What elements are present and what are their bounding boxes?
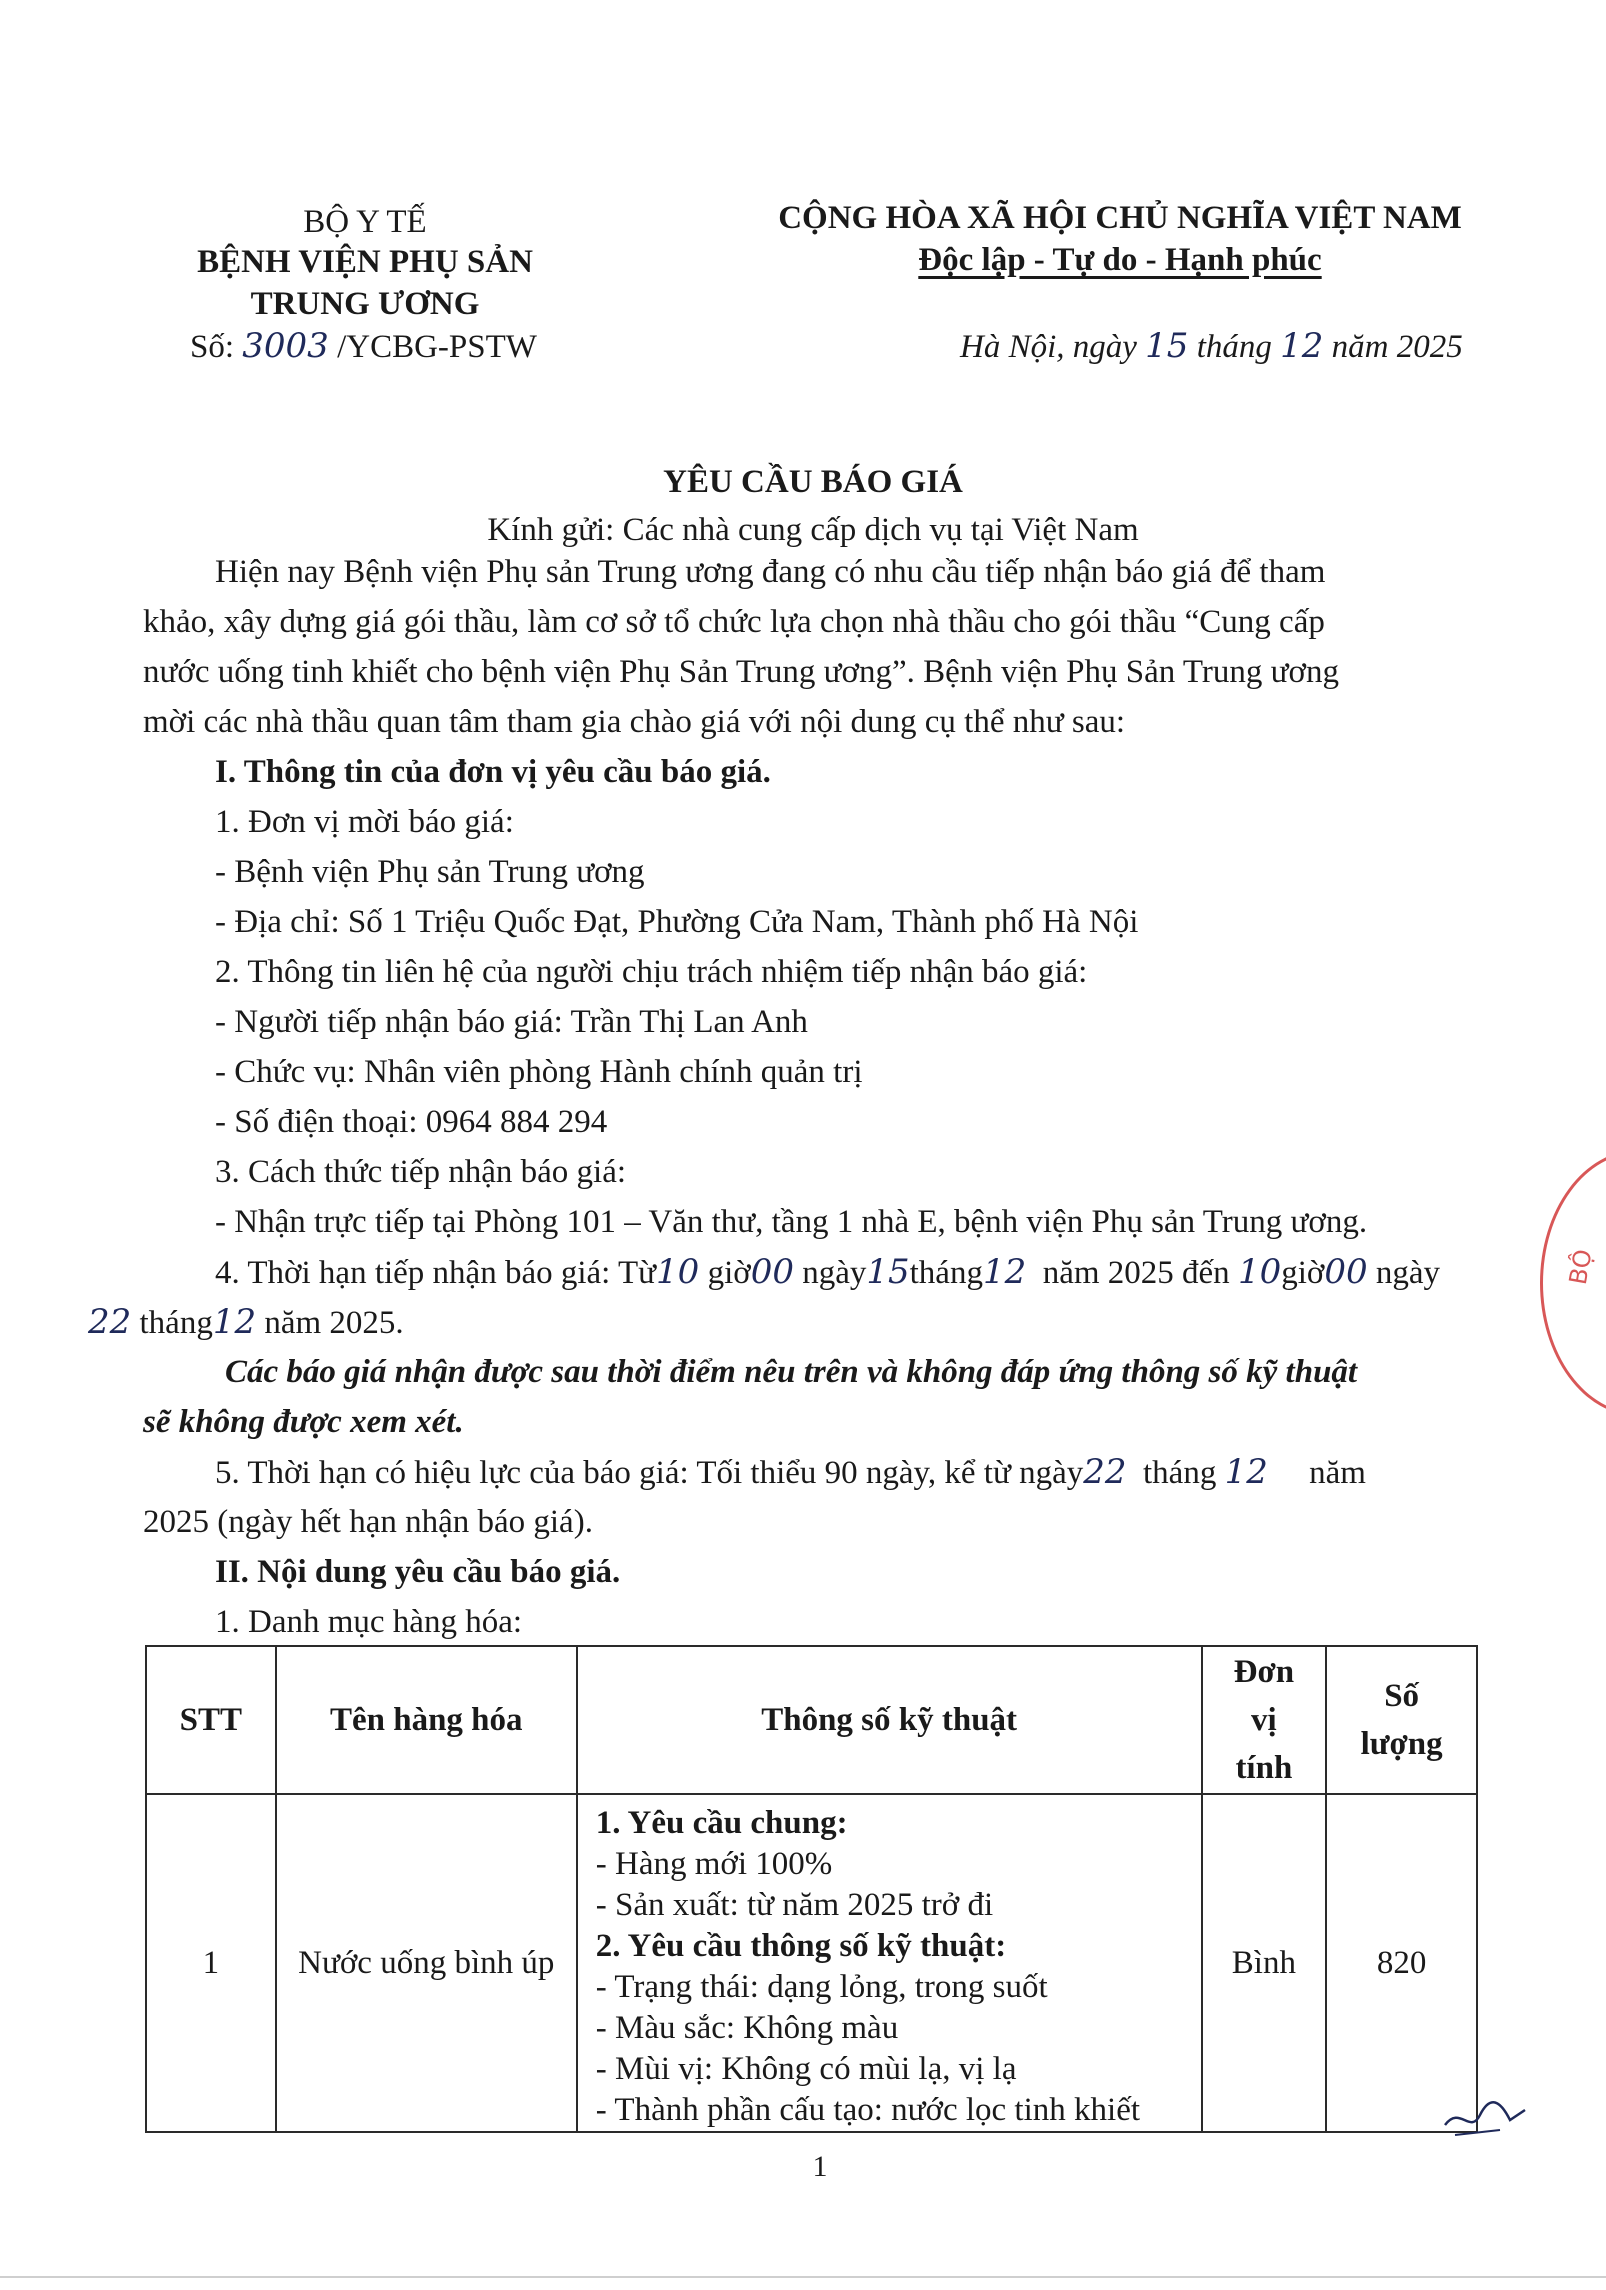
handwritten-minute-start: 00 <box>750 1252 794 1292</box>
page-number: 1 <box>812 2150 828 2183</box>
cell-stt: 1 <box>146 1794 276 2132</box>
handwritten-day: 15 <box>1145 326 1189 366</box>
cell-qty: 820 <box>1326 1794 1477 2132</box>
initials-signature <box>1440 2095 1530 2145</box>
note-line-1: Các báo giá nhận được sau thời điểm nêu trên và không đáp ứng thông số kỹ thuật <box>225 1354 1358 1390</box>
s2-item-1: 1. Danh mục hàng hóa: <box>215 1604 523 1640</box>
header-name: Tên hàng hóa <box>276 1646 577 1794</box>
handwritten-month: 12 <box>1280 326 1324 366</box>
s1-receiver: - Người tiếp nhận báo giá: Trần Thị Lan Anh <box>215 1004 808 1040</box>
s1-phone: - Số điện thoại: 0964 884 294 <box>215 1104 608 1140</box>
s1-item-4-cont: 22 tháng12 năm 2025. <box>88 1302 404 1342</box>
red-stamp <box>1540 1150 1606 1416</box>
document-number: Số: 3003 /YCBG-PSTW <box>190 326 537 366</box>
document-title: YÊU CẦU BÁO GIÁ <box>663 464 963 500</box>
hospital-name-line2: TRUNG ƯƠNG <box>250 286 480 322</box>
goods-table <box>145 1645 1478 2133</box>
handwritten-validity-month: 12 <box>1224 1452 1268 1492</box>
intro-line-2: khảo, xây dựng giá gói thầu, làm cơ sở tổ chức lựa chọn nhà thầu cho gói thầu “Cung cấp <box>143 604 1325 640</box>
ministry-name: BỘ Y TẾ <box>303 204 427 240</box>
national-motto: Độc lập - Tự do - Hạnh phúc <box>918 242 1322 278</box>
handwritten-day-start: 15 <box>866 1252 910 1292</box>
header-unit: Đơn vị tính <box>1202 1646 1327 1794</box>
salutation: Kính gửi: Các nhà cung cấp dịch vụ tại Việt Nam <box>487 512 1139 548</box>
stamp-text: BỘ <box>1563 1247 1598 1287</box>
s1-item-5-cont: 2025 (ngày hết hạn nhận báo giá). <box>143 1504 593 1540</box>
scan-border <box>0 2276 1606 2278</box>
handwritten-hour-end: 10 <box>1237 1252 1282 1292</box>
s1-address: - Địa chỉ: Số 1 Triệu Quốc Đạt, Phường Cửa Nam, Thành phố Hà Nội <box>215 904 1139 940</box>
s1-item-5: 5. Thời hạn có hiệu lực của báo giá: Tối thiểu 90 ngày, kể từ ngày22 tháng 12 năm <box>215 1452 1366 1492</box>
s1-method: - Nhận trực tiếp tại Phòng 101 – Văn thư, tầng 1 nhà E, bệnh viện Phụ sản Trung ương. <box>215 1204 1368 1240</box>
cell-unit: Bình <box>1202 1794 1327 2132</box>
s1-position: - Chức vụ: Nhân viên phòng Hành chính quản trị <box>215 1054 863 1090</box>
handwritten-hour-start: 10 <box>656 1252 700 1292</box>
intro-line-3: nước uống tinh khiết cho bệnh viện Phụ Sản Trung ương”. Bệnh viện Phụ Sản Trung ương <box>143 654 1339 690</box>
s1-org: - Bệnh viện Phụ sản Trung ương <box>215 854 645 890</box>
header-spec: Thông số kỹ thuật <box>577 1646 1202 1794</box>
hospital-name-line1: BỆNH VIỆN PHỤ SẢN <box>197 244 533 280</box>
handwritten-month-end: 12 <box>212 1302 257 1342</box>
note-line-2: sẽ không được xem xét. <box>143 1404 464 1440</box>
handwritten-minute-end: 00 <box>1324 1252 1368 1292</box>
s1-item-4: 4. Thời hạn tiếp nhận báo giá: Từ10 giờ00 ngày15tháng12 năm 2025 đến 10giờ00 ngày <box>215 1252 1440 1292</box>
handwritten-day-end: 22 <box>88 1302 132 1342</box>
cell-spec: 1. Yêu cầu chung: - Hàng mới 100% - Sản xuất: từ năm 2025 trở đi 2. Yêu cầu thông số kỹ thuật: - Trạng thái: dạng lỏng, trong suốt - Màu sắc: Không màu - Mùi vị: Không có mùi lạ, vị lạ - Thành phần cấu tạo: nước lọc tinh khiết <box>577 1794 1202 2132</box>
republic-name: CỘNG HÒA XÃ HỘI CHỦ NGHĨA VIỆT NAM <box>778 200 1462 236</box>
s1-item-1: 1. Đơn vị mời báo giá: <box>215 804 514 840</box>
cell-name: Nước uống bình úp <box>276 1794 577 2132</box>
header-qty: Số lượng <box>1326 1646 1477 1794</box>
header-stt: STT <box>146 1646 276 1794</box>
intro-line-4: mời các nhà thầu quan tâm tham gia chào giá với nội dung cụ thể như sau: <box>143 704 1126 740</box>
document-date: Hà Nội, ngày 15 tháng 12 năm 2025 <box>960 326 1463 366</box>
handwritten-month-start: 12 <box>982 1252 1027 1292</box>
intro-line-1: Hiện nay Bệnh viện Phụ sản Trung ương đang có nhu cầu tiếp nhận báo giá để tham <box>215 554 1326 590</box>
s1-item-2: 2. Thông tin liên hệ của người chịu trách nhiệm tiếp nhận báo giá: <box>215 954 1088 990</box>
s1-item-3: 3. Cách thức tiếp nhận báo giá: <box>215 1154 627 1190</box>
table-row <box>146 1794 1477 2132</box>
section-2-heading: II. Nội dung yêu cầu báo giá. <box>215 1554 621 1590</box>
handwritten-doc-number: 3003 <box>242 326 329 366</box>
section-1-heading: I. Thông tin của đơn vị yêu cầu báo giá. <box>215 754 771 790</box>
table-header-row <box>146 1646 1477 1794</box>
handwritten-validity-day: 22 <box>1083 1452 1127 1492</box>
